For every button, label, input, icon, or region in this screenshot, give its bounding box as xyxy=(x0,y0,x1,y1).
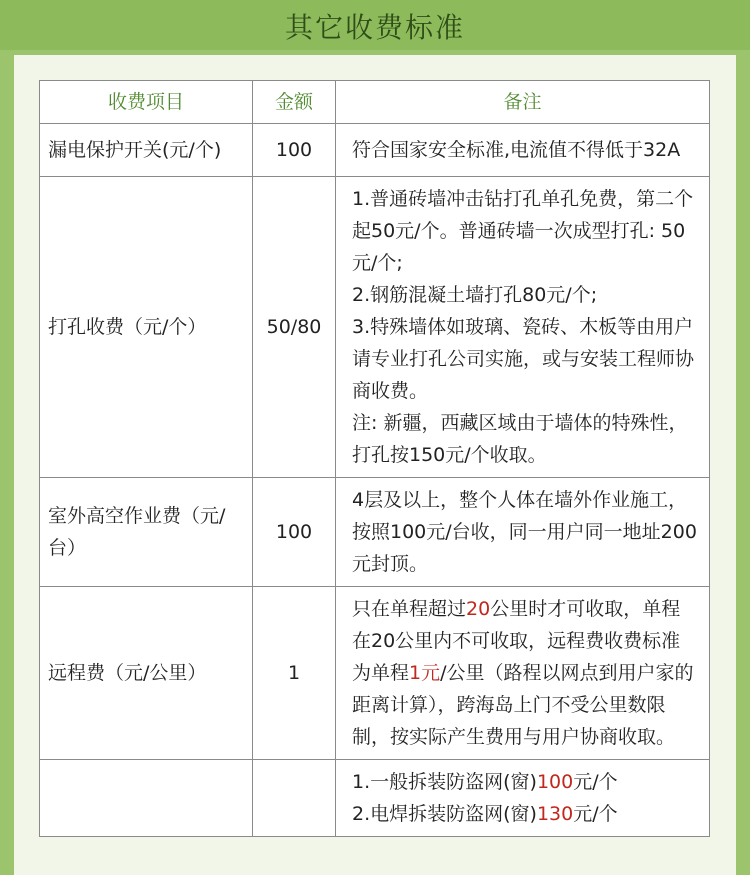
note-text: 公里时才可收取，单程在20公里内不可收取，远程费收费标准为单程 xyxy=(352,598,681,684)
table-row xyxy=(40,760,710,837)
row-amount xyxy=(253,760,336,837)
row-item: 室外高空作业费（元/台） xyxy=(40,478,253,587)
row-item: 打孔收费（元/个） xyxy=(40,177,253,478)
row-amount: 100 xyxy=(253,124,336,177)
table-row xyxy=(40,478,710,587)
fee-table xyxy=(39,80,710,837)
header-note: 备注 xyxy=(336,81,710,124)
note-text: 2.电焊拆装防盗网(窗) xyxy=(352,803,537,825)
note-text: 元/个 xyxy=(573,803,618,825)
row-amount: 100 xyxy=(253,478,336,587)
row-note xyxy=(336,760,710,837)
highlight-price: 130 xyxy=(536,803,574,825)
note-text: 只在单程超过 xyxy=(352,598,467,620)
note-text: /公里（路程以网点到用户家的距离计算），跨海岛上门不受公里数限制，按实际产生费用与用户协商收取。 xyxy=(352,662,694,748)
row-item: 漏电保护开关(元/个) xyxy=(40,124,253,177)
highlight-price: 100 xyxy=(536,771,574,793)
row-note xyxy=(336,124,710,177)
row-note xyxy=(336,587,710,760)
header-item: 收费项目 xyxy=(40,81,253,124)
page-header xyxy=(0,0,750,50)
row-amount: 1 xyxy=(253,587,336,760)
note-line xyxy=(352,766,697,798)
table-row xyxy=(40,177,710,478)
table-header-row xyxy=(40,81,710,124)
table-row xyxy=(40,124,710,177)
note-line: 2.钢筋混凝土墙打孔80元/个; xyxy=(352,284,598,306)
page-title: 其它收费标准 xyxy=(284,11,465,44)
note-line: 符合国家安全标准,电流值不得低于32A xyxy=(352,139,681,161)
note-text: 元/个 xyxy=(573,771,618,793)
note-line: 4层及以上，整个人体在墙外作业施工，按照100元/台收，同一用户同一地址200元封顶。 xyxy=(352,489,697,575)
header-amount: 金额 xyxy=(253,81,336,124)
note-line: 注: 新疆，西藏区域由于墙体的特殊性，打孔按150元/个收取。 xyxy=(352,412,688,466)
note-line: 1.普通砖墙冲击钻打孔单孔免费，第二个起50元/个。普通砖墙一次成型打孔: 50元/个; xyxy=(352,188,694,274)
row-note xyxy=(336,478,710,587)
row-amount: 50/80 xyxy=(253,177,336,478)
row-item: 远程费（元/公里） xyxy=(40,587,253,760)
note-line xyxy=(352,798,697,830)
row-item xyxy=(40,760,253,837)
table-row xyxy=(40,587,710,760)
content-panel xyxy=(14,55,736,875)
row-note xyxy=(336,177,710,478)
highlight-price: 1元 xyxy=(409,662,441,684)
highlight-distance: 20 xyxy=(466,598,491,620)
note-text: 1.一般拆装防盗网(窗) xyxy=(352,771,537,793)
note-line: 3.特殊墙体如玻璃、瓷砖、木板等由用户请专业打孔公司实施，或与安装工程师协商收费。 xyxy=(352,316,695,402)
